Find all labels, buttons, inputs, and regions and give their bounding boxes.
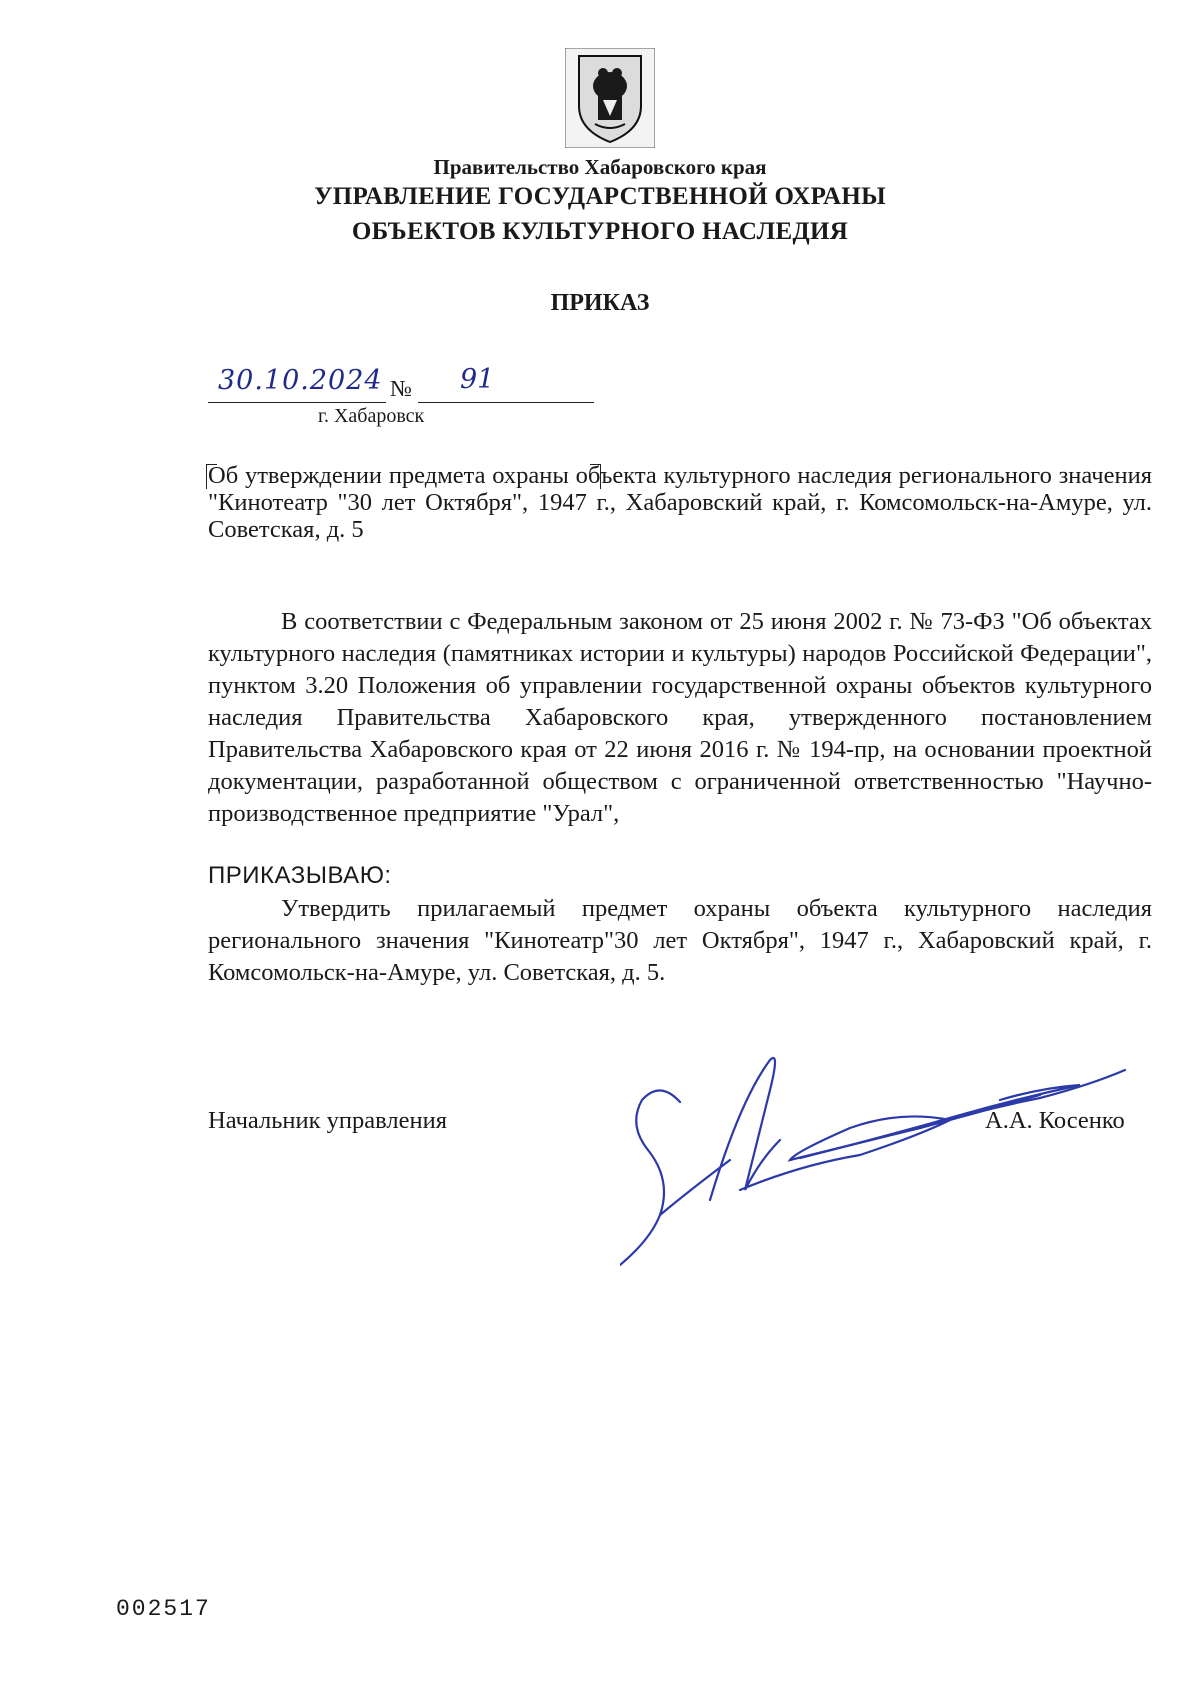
coat-of-arms-emblem [565, 48, 655, 148]
department-title-line-1: УПРАВЛЕНИЕ ГОСУДАРСТВЕННОЙ ОХРАНЫ [314, 183, 886, 210]
serial-number: 002517 [116, 1596, 211, 1622]
preamble-paragraph: В соответствии с Федеральным законом от 25 июня 2002 г. № 73-ФЗ "Об объектах культурного наследия (памятниках истории и культуры) народов Российской Федерации", пунктом 3.20 Положения об управлении государственной охраны объектов культурного наследия Правительства Хабаровского края, утвержденного постановлением Правительства Хабаровского края от 22 июня 2016 г. № 194-пр, на основании проектной документации, разработанной обществом с ограниченной ответственностью "Научно-производственное предприятие "Урал", [208, 608, 1152, 827]
department-title-line-2: ОБЪЕКТОВ КУЛЬТУРНОГО НАСЛЕДИЯ [351, 218, 849, 245]
handwritten-number: 91 [460, 364, 495, 395]
order-word: ПРИКАЗЫВАЮ: [208, 862, 392, 889]
handwritten-signature [620, 1040, 1140, 1280]
document-type: ПРИКАЗ [550, 290, 650, 316]
order-decision [208, 893, 1152, 989]
number-sign: № [390, 376, 412, 401]
signer-name: А.А. Косенко [985, 1107, 1125, 1134]
number-underline [418, 402, 594, 403]
decision-paragraph: Утвердить прилагаемый предмет охраны объекта культурного наследия регионального значения "Кинотеатр"30 лет Октября", 1947 г., Хабаровский край, г. Комсомольск-на-Амуре, ул. Советская, д. 5. [208, 895, 1152, 986]
government-name: Правительство Хабаровского края [433, 155, 767, 179]
issue-city: г. Хабаровск [318, 405, 425, 427]
signer-position: Начальник управления [208, 1107, 447, 1134]
date-underline [208, 402, 386, 403]
handwritten-date: 30.10.2024 [218, 365, 383, 396]
order-preamble [208, 606, 1152, 830]
order-subject: Об утверждении предмета охраны объекта культурного наследия регионального значения "Кинотеатр "30 лет Октября", 1947 г., Хабаровский край, г. Комсомольск-на-Амуре, ул. Советская, д. 5 [208, 462, 1152, 543]
